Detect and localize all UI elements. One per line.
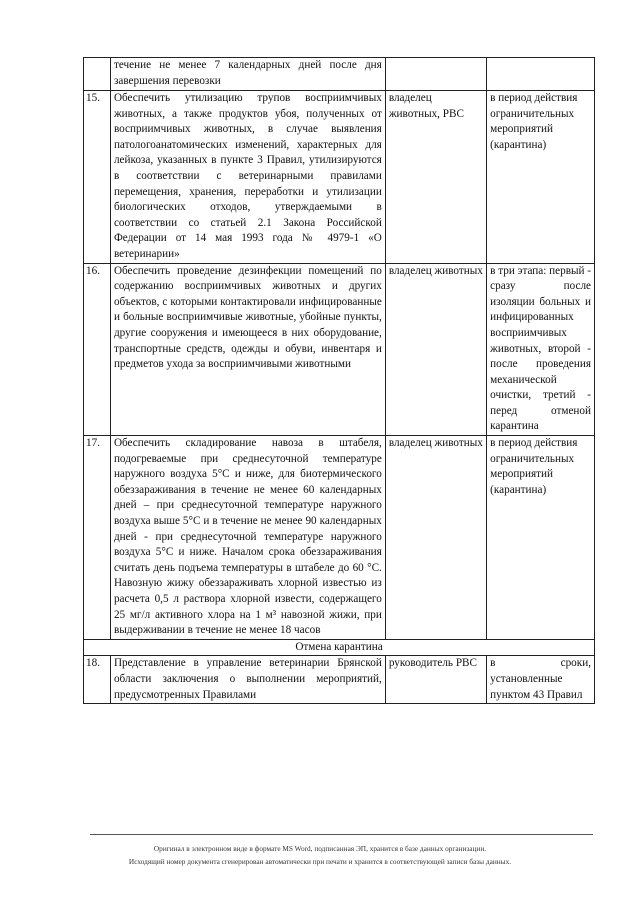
- row-term: в сроки, установленные пунктом 43 Правил: [487, 656, 595, 704]
- row-term: в период действия ограничительных мероприятий (карантина): [487, 436, 595, 640]
- row-action: Представление в управление ветеринарии Брянской области заключения о выполнении мероприятий, предусмотренных Правилами: [110, 656, 385, 704]
- row-responsible: владелец животных: [385, 263, 486, 436]
- row-responsible: руководитель РВС: [385, 656, 486, 704]
- row-responsible: владелец животных, РВС: [385, 91, 486, 264]
- footer-note-2: Исходящий номер документа сгенерирован автоматически при печати и хранится в соответствующей записи базы данных.: [128, 857, 512, 866]
- footer-note-1: Оригинал в электронном виде в формате MS Word, подписанная ЭП, хранится в базе данных организации.: [153, 844, 487, 853]
- section-row: [84, 639, 595, 656]
- row-action: Обеспечить складирование навоза в штабеля, подогреваемые при среднесуточной температуре наружного воздуха 5°С и ниже, для биотермического обеззараживания в течение не менее 60 календарных дней – при среднесуточной температуре наружного воздуха выше 5°С и в течение не менее 90 календарных дней - при среднесуточной температуре наружного воздуха 5°С и ниже. Началом срока обеззараживания считать день подъема температуры в штабеле до 60 °С. Навозную жижу обеззараживать хлорной известью из расчета 0,5 л раствора хлорной извести, содержащего 25 мг/л активного хлора на 1 м³ навозной жижи, при выдерживании в течение не менее 18 часов: [110, 436, 385, 640]
- row-number: 18.: [84, 656, 111, 704]
- table-row: [84, 436, 595, 640]
- row-responsible: владелец животных: [385, 436, 486, 640]
- table-row: [84, 263, 595, 436]
- row-responsible: [385, 58, 486, 91]
- row-number: 16.: [84, 263, 111, 436]
- row-term: [487, 58, 595, 91]
- row-number: 17.: [84, 436, 111, 640]
- measures-table: [83, 57, 595, 704]
- footer-divider: [90, 834, 593, 835]
- row-action: течение не менее 7 календарных дней после дня завершения перевозки: [110, 58, 385, 91]
- table-row: [84, 91, 595, 264]
- table-row: [84, 656, 595, 704]
- row-term: в три этапа: первый - сразу после изоляции больных и инфицированных восприимчивых животных, второй - после проведения механической очистки, третий - перед отменой карантина: [487, 263, 595, 436]
- table-row: [84, 58, 595, 91]
- row-action: Обеспечить утилизацию трупов восприимчивых животных, а также продуктов убоя, полученных от восприимчивых животных, в случае выявления патологоанатомических изменений, характерных для лейкоза, указанных в пункте 3 Правил, утилизируются в соответствии с ветеринарными правилами перемещения, хранения, переработки и утилизации биологических отходов, утверждаемыми в соответствии со статьей 2.1 Закона Российской Федерации от 14 мая 1993 года № 4979-1 «О ветеринарии»: [110, 91, 385, 264]
- row-action: Обеспечить проведение дезинфекции помещений по содержанию восприимчивых животных и других объектов, с которыми контактировали инфицированные и больные восприимчивые животные, убойные пункты, другие сооружения и имеющееся в них оборудование, транспортные средств, одежды и обуви, инвентаря и предметов ухода за восприимчивыми животными: [110, 263, 385, 436]
- row-number: [84, 58, 111, 91]
- section-title: Отмена карантина: [84, 639, 595, 656]
- row-term: в период действия ограничительных мероприятий (карантина): [487, 91, 595, 264]
- row-number: 15.: [84, 91, 111, 264]
